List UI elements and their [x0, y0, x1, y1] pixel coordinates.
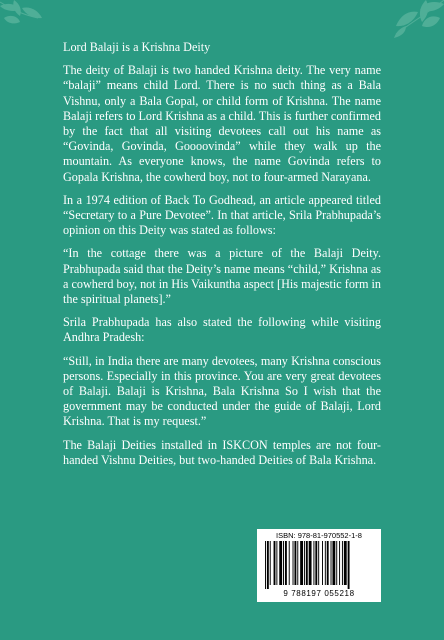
- paragraph-iskcon-deities: The Balaji Deities installed in ISKCON temples are not four-handed Vishnu Deities, but two-handed Deities of Bala Krishna.: [63, 437, 381, 467]
- paragraph-quote-devotees: “Still, in India there are many devotees, many Krishna conscious persons. Especially in this province. You are very great devotees of Balaji. Balaji is Krishna, Bala Krishna So I wish that the government may be conducted under the guide of Balaji, Lord Krishna. That is my request.”: [63, 353, 381, 429]
- paragraph-deity-description: The deity of Balaji is two handed Krishna deity. The very name “balaji” means child Lord. There is no such thing as a Bala Vishnu, only a Bala Gopal, or child form of Krishna. The name Balaji refers to Lord Krishna as a child. This is further confirmed by the fact that all visiting devotees call out his name as “Govinda, Govinda, Goooovinda” while they walk up the mountain. As everyone knows, the name Govinda refers to Gopala Krishna, the cowherd boy, not to four-armed Narayana.: [63, 63, 381, 184]
- paragraph-andhra-pradesh: Srila Prabhupada has also stated the following while visiting Andhra Pradesh:: [63, 315, 381, 345]
- paragraph-quote-cottage: “In the cottage there was a picture of the Balaji Deity. Prabhupada said that the Deity’s name means “child,” Krishna as a cowherd boy, not in His Vaikuntha aspect [His majestic form in the spiritual planets].”: [63, 246, 381, 307]
- section-heading: Lord Balaji is a Krishna Deity: [63, 40, 211, 54]
- leaf-decoration-left-icon: [0, 0, 46, 32]
- paragraph-btg-article: In a 1974 edition of Back To Godhead, an article appeared titled “Secretary to a Pure Devotee”. In that article, Srila Prabhupada’s opinion on this Deity was stated as follows:: [63, 192, 381, 238]
- isbn-label: ISBN: 978-81-970552-1-8: [276, 531, 362, 540]
- leaf-decoration-right-icon: [384, 0, 444, 38]
- barcode-icon: [263, 541, 375, 589]
- isbn-barcode: [257, 529, 381, 602]
- back-cover-text: [63, 40, 381, 476]
- barcode-digits: 9 788197 055218: [283, 589, 355, 598]
